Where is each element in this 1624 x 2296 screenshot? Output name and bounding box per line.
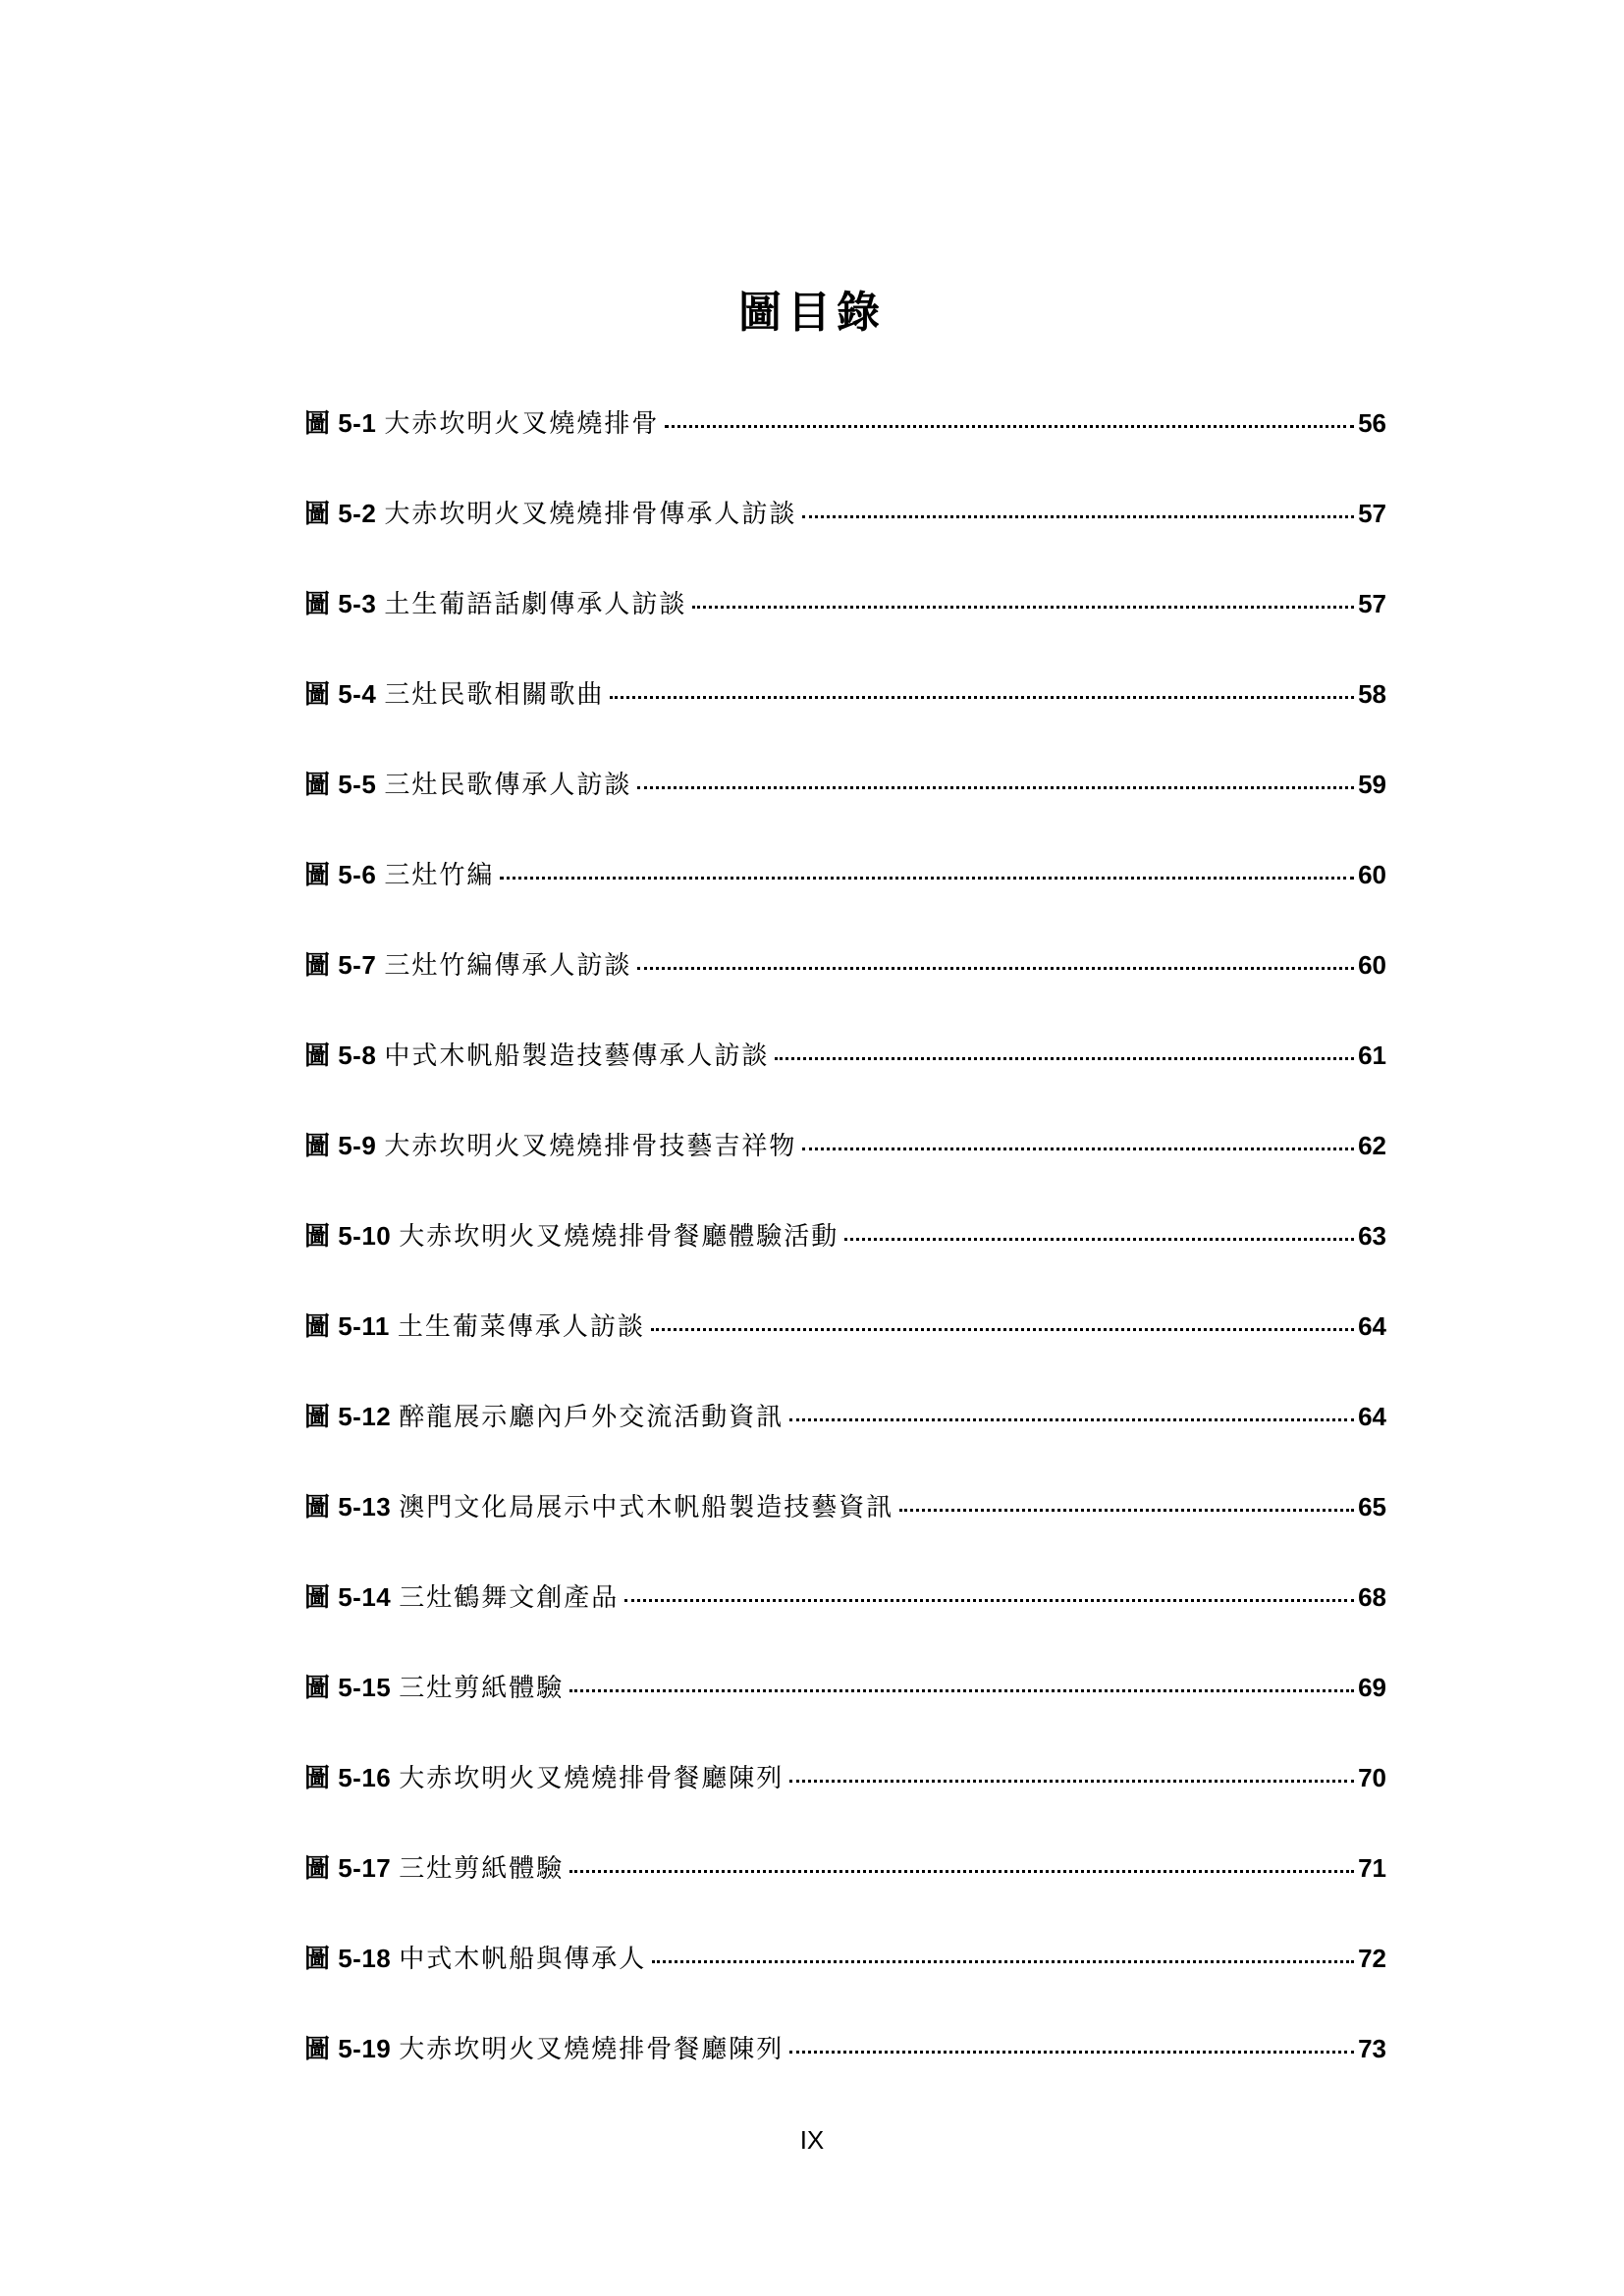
figure-label: 圖 5-2 xyxy=(304,499,377,528)
figure-label: 圖 5-14 xyxy=(304,1582,392,1612)
figure-caption: 澳門文化局展示中式木帆船製造技藝資訊 xyxy=(399,1493,894,1522)
dot-leader xyxy=(844,1238,1354,1241)
dot-leader xyxy=(637,967,1354,970)
dot-leader xyxy=(802,515,1354,518)
page-number: 73 xyxy=(1358,2034,1386,2063)
page-number: 63 xyxy=(1358,1221,1386,1251)
figure-label: 圖 5-8 xyxy=(304,1041,377,1070)
page-number: 57 xyxy=(1358,499,1386,528)
toc-entry[interactable] xyxy=(304,1313,1386,1404)
page-number: 72 xyxy=(1358,1944,1386,1973)
figure-label: 圖 5-17 xyxy=(304,1853,392,1883)
toc-entry[interactable] xyxy=(304,591,1386,681)
figure-label: 圖 5-15 xyxy=(304,1673,392,1702)
figure-caption: 三灶剪紙體驗 xyxy=(399,1674,565,1703)
figure-label: 圖 5-16 xyxy=(304,1763,392,1792)
page-number: 64 xyxy=(1358,1402,1386,1431)
toc-entry[interactable] xyxy=(304,952,1386,1042)
figure-label: 圖 5-12 xyxy=(304,1402,392,1431)
toc-entry[interactable] xyxy=(304,410,1386,501)
toc-entry[interactable] xyxy=(304,1404,1386,1494)
toc-entry[interactable] xyxy=(304,1855,1386,1946)
figure-label: 圖 5-1 xyxy=(304,408,377,438)
dot-leader xyxy=(651,1328,1354,1331)
figure-caption: 大赤坎明火叉燒燒排骨 xyxy=(384,409,660,439)
figure-label: 圖 5-3 xyxy=(304,589,377,618)
figure-caption: 大赤坎明火叉燒燒排骨技藝吉祥物 xyxy=(384,1132,797,1161)
figure-label: 圖 5-4 xyxy=(304,679,377,709)
toc-entry[interactable] xyxy=(304,1584,1386,1675)
figure-label: 圖 5-7 xyxy=(304,950,377,980)
dot-leader xyxy=(899,1509,1354,1512)
page-number: 70 xyxy=(1358,1763,1386,1792)
dot-leader xyxy=(500,877,1354,880)
page-number: 71 xyxy=(1358,1853,1386,1883)
figure-list xyxy=(304,410,1386,2126)
page-number: 68 xyxy=(1358,1582,1386,1612)
figure-caption: 三灶竹編 xyxy=(384,861,495,890)
figure-caption: 中式木帆船與傳承人 xyxy=(399,1945,647,1974)
figure-label: 圖 5-11 xyxy=(304,1311,390,1341)
page-number: 60 xyxy=(1358,950,1386,980)
toc-entry[interactable] xyxy=(304,1133,1386,1223)
toc-entry[interactable] xyxy=(304,681,1386,772)
toc-entry[interactable] xyxy=(304,2036,1386,2126)
figure-caption: 大赤坎明火叉燒燒排骨餐廳陳列 xyxy=(399,1764,785,1793)
toc-entry[interactable] xyxy=(304,862,1386,952)
dot-leader xyxy=(789,1780,1354,1783)
figure-caption: 三灶民歌傳承人訪談 xyxy=(384,771,632,800)
figure-label: 圖 5-10 xyxy=(304,1221,392,1251)
figure-label: 圖 5-9 xyxy=(304,1131,377,1160)
page-number: 58 xyxy=(1358,679,1386,709)
page-number: 60 xyxy=(1358,860,1386,889)
figure-caption: 三灶竹編傳承人訪談 xyxy=(384,951,632,981)
page-number: 65 xyxy=(1358,1492,1386,1522)
page-number: 62 xyxy=(1358,1131,1386,1160)
toc-entry[interactable] xyxy=(304,1494,1386,1584)
dot-leader xyxy=(610,696,1354,699)
figure-caption: 大赤坎明火叉燒燒排骨餐廳體驗活動 xyxy=(399,1222,839,1252)
figure-label: 圖 5-19 xyxy=(304,2034,392,2063)
page-footer-number: IX xyxy=(799,2125,825,2155)
figure-label: 圖 5-5 xyxy=(304,770,377,799)
toc-entry[interactable] xyxy=(304,1223,1386,1313)
toc-entry[interactable] xyxy=(304,1946,1386,2036)
figure-label: 圖 5-6 xyxy=(304,860,377,889)
dot-leader xyxy=(802,1148,1354,1150)
dot-leader xyxy=(569,1870,1354,1873)
dot-leader xyxy=(775,1057,1354,1060)
page-number: 59 xyxy=(1358,770,1386,799)
figure-caption: 土生葡語話劇傳承人訪談 xyxy=(384,590,687,619)
figure-caption: 三灶民歌相關歌曲 xyxy=(384,680,605,710)
toc-entry[interactable] xyxy=(304,1675,1386,1765)
toc-entry[interactable] xyxy=(304,772,1386,862)
page-number: 57 xyxy=(1358,589,1386,618)
page-number: 64 xyxy=(1358,1311,1386,1341)
figure-label: 圖 5-13 xyxy=(304,1492,392,1522)
figure-caption: 中式木帆船製造技藝傳承人訪談 xyxy=(384,1041,770,1071)
toc-entry[interactable] xyxy=(304,1765,1386,1855)
dot-leader xyxy=(692,606,1354,609)
dot-leader xyxy=(637,786,1354,789)
dot-leader xyxy=(652,1960,1354,1963)
figure-caption: 醉龍展示廳內戶外交流活動資訊 xyxy=(399,1403,785,1432)
dot-leader xyxy=(789,2051,1354,2054)
page-number: 61 xyxy=(1358,1041,1386,1070)
dot-leader xyxy=(665,425,1354,428)
toc-entry[interactable] xyxy=(304,501,1386,591)
figure-caption: 大赤坎明火叉燒燒排骨傳承人訪談 xyxy=(384,500,797,529)
figure-caption: 大赤坎明火叉燒燒排骨餐廳陳列 xyxy=(399,2035,785,2064)
page-title: 圖目錄 xyxy=(738,288,886,339)
dot-leader xyxy=(569,1689,1354,1692)
dot-leader xyxy=(624,1599,1354,1602)
toc-entry[interactable] xyxy=(304,1042,1386,1133)
page-number: 56 xyxy=(1358,408,1386,438)
page-number: 69 xyxy=(1358,1673,1386,1702)
figure-caption: 三灶鶴舞文創產品 xyxy=(399,1583,620,1613)
dot-leader xyxy=(789,1418,1354,1421)
figure-label: 圖 5-18 xyxy=(304,1944,392,1973)
figure-caption: 三灶剪紙體驗 xyxy=(399,1854,565,1884)
figure-caption: 土生葡菜傳承人訪談 xyxy=(397,1312,645,1342)
